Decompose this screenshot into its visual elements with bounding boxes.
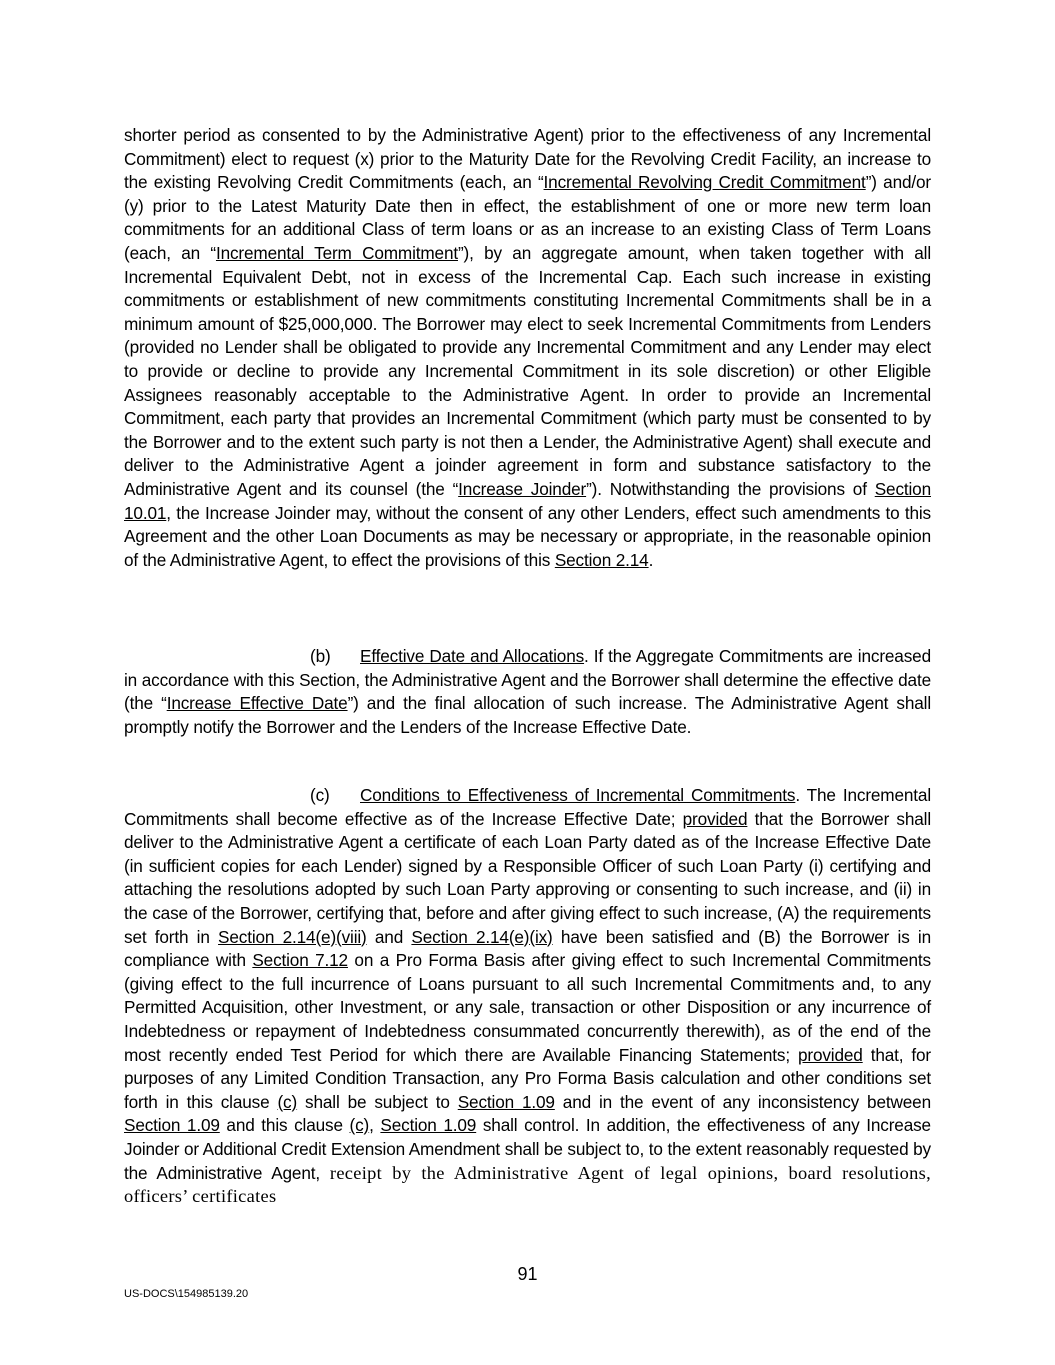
clause-label: (c) — [310, 785, 330, 805]
clause-heading: Effective Date and Allocations — [360, 646, 585, 666]
section-reference: Section 7.12 — [252, 950, 348, 971]
section-reference: Section 2.14(e)(ix) — [411, 926, 553, 947]
text-run: that, for purposes of any Limited Condition Transaction, any Pro Forma Basis calculation and other conditions set forth in this clause — [124, 1044, 931, 1112]
text-run: ”). Notwithstanding the provisions of — [586, 478, 875, 499]
text-run: . If the Aggregate Commitments are increased in accordance with this Section, the Administrative Agent and the Borrower shall determine the effective date (the “ — [124, 646, 931, 714]
text-run: . The Incremental Commitments shall become effective as of the Increase Effective Date; — [124, 785, 931, 829]
text-run-serif: receipt by the Administrative Agent of legal opinions, board resolutions, officers’ certificates — [124, 1162, 932, 1207]
section-reference: Section 2.14 — [554, 549, 649, 570]
defined-term-incremental-term-commitment: Incremental Term Commitment — [215, 242, 458, 263]
page-number: 91 — [517, 1264, 538, 1284]
paragraph-incremental-commitments — [124, 124, 931, 572]
text-run: and this clause — [219, 1115, 350, 1136]
text-run: that the Borrower shall deliver to the Administrative Agent a certificate of each Loan Party dated as of the Increase Effective Date (in sufficient copies for each Lender) signed by a Responsible Officer of such Loan Party (i) certifying and attaching the resolutions adopted by such Loan Party approving or consenting to such increase, and (ii) in the case of the Borrower, certifying that, before and after giving effect to such increase, (A) the requirements set forth in — [124, 808, 931, 947]
section-reference: Section 10.01 — [124, 478, 931, 523]
text-run: . — [648, 549, 654, 570]
paragraph-conditions-to-effectiveness — [124, 784, 931, 1209]
text-run: shall control. In addition, the effectiveness of any Increase Joinder or Additional Credit Extension Amendment shall be subject to, to the extent reasonably requested by the Administrative Agent, — [124, 1115, 931, 1183]
clause-reference: (c) — [277, 1091, 298, 1112]
text-run: , — [369, 1115, 381, 1136]
text-run: ”) and/or (y) prior to the Latest Maturity Date then in effect, the establishment of one or more new term loan commitments for an additional Class of term loans or as an increase to an existing Class of Term Loans (each, an “ — [124, 172, 932, 263]
clause-heading: Conditions to Effectiveness of Incremental Commitments — [360, 785, 796, 805]
text-run: shall be subject to — [297, 1091, 458, 1112]
document-id: US-DOCS\154985139.20 — [124, 1288, 249, 1300]
text-run: and — [366, 926, 412, 947]
text-run: , the Increase Joinder may, without the consent of any other Lenders, effect such amendments to this Agreement and the other Loan Documents as may be necessary or appropriate, in the reasonable opinion of the Administrative Agent, to effect the provisions of this — [124, 502, 931, 570]
defined-term-increase-joinder: Increase Joinder — [458, 478, 587, 499]
text-run: have been satisfied and (B) the Borrower is in compliance with — [124, 926, 931, 971]
clause-label: (b) — [310, 646, 331, 666]
section-reference: Section 2.14(e)(viii) — [218, 926, 367, 947]
text-run: ”), by an aggregate amount, when taken together with all Incremental Equivalent Debt, not in excess of the Incremental Cap. Each such increase in existing commitments or establishment of new commitments constituting Incremental Commitments shall be in a minimum amount of $25,000,000. The Borrower may elect to seek Incremental Commitments from Lenders (provided no Lender shall be obligated to provide any Incremental Commitment and any Lender may elect to provide or decline to provide any Incremental Commitment in its sole discretion) or other Eligible Assignees reasonably acceptable to the Administrative Agent. In order to provide an Incremental Commitment, each party that provides an Incremental Commitment (which party must be consented to by the Borrower and to the extent such party is not then a Lender, the Administrative Agent) shall execute and deliver to the Administrative Agent a joinder agreement in form and substance satisfactory to the Administrative Agent and its counsel (the “ — [124, 242, 931, 499]
section-reference: Section 1.09 — [457, 1091, 555, 1112]
text-run: and in the event of any inconsistency between — [554, 1091, 931, 1112]
clause-reference: (c) — [349, 1115, 370, 1136]
text-run: shorter period as consented to by the Administrative Agent) prior to the effectiveness of any Incremental Commitment) elect to request (x) prior to the Maturity Date for the Revolving Credit Facility, an increase to the existing Revolving Credit Commitments (each, an “ — [124, 125, 931, 193]
proviso-term: provided — [682, 808, 748, 829]
text-run: on a Pro Forma Basis after giving effect to such Incremental Commitments (giving effect to the full incurrence of Loans pursuant to all such Incremental Commitments and, to any Permitted Acquisition, other Investment, or any sale, transaction or other Disposition or any incurrence of Indebtedness or repayment of Indebtedness consummated concurrently therewith), as of the end of the most recently ended Test Period for which there are Available Financing Statements; — [124, 950, 931, 1065]
defined-term-incremental-revolving-credit-commitment: Incremental Revolving Credit Commitment — [543, 172, 866, 193]
defined-term-increase-effective-date: Increase Effective Date — [166, 693, 348, 714]
proviso-term: provided — [797, 1044, 863, 1065]
text-run: ”) and the final allocation of such increase. The Administrative Agent shall promptly notify the Borrower and the Lenders of the Increase Effective Date. — [124, 693, 931, 737]
section-reference: Section 1.09 — [124, 1115, 220, 1136]
section-reference: Section 1.09 — [380, 1115, 477, 1136]
paragraph-effective-date-and-allocations — [124, 645, 931, 739]
